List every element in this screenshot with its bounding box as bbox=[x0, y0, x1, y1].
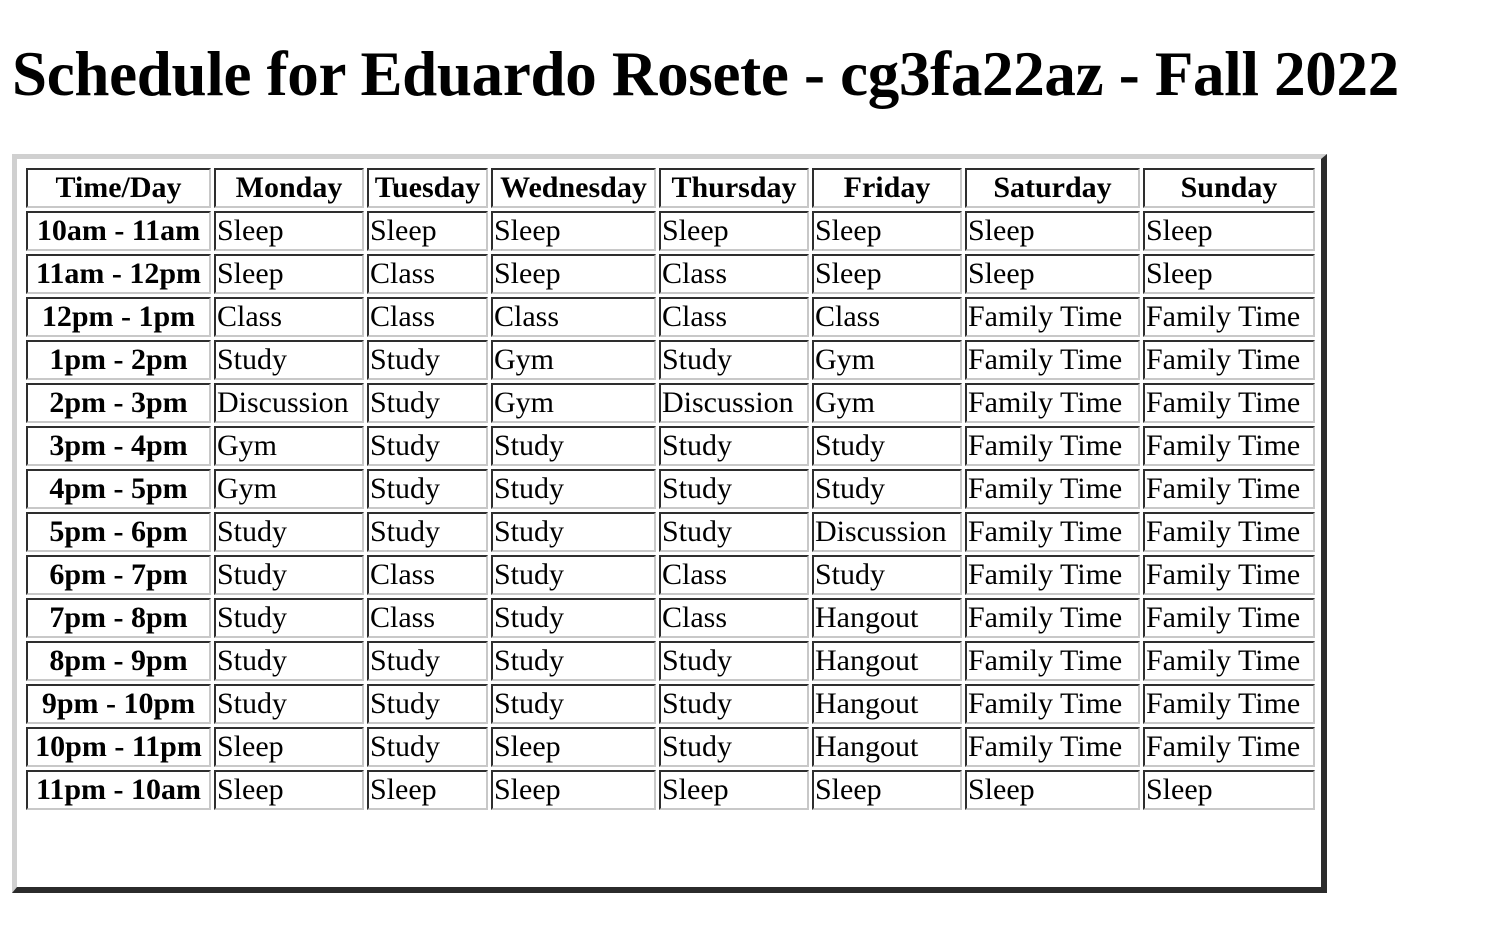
schedule-cell: Discussion bbox=[214, 383, 364, 423]
schedule-cell: Study bbox=[491, 684, 656, 724]
schedule-cell: Family Time bbox=[1143, 469, 1315, 509]
schedule-cell: Study bbox=[367, 684, 488, 724]
schedule-cell: Class bbox=[214, 297, 364, 337]
schedule-cell: Class bbox=[367, 297, 488, 337]
schedule-cell: Study bbox=[214, 598, 364, 638]
time-slot-label: 9pm - 10pm bbox=[26, 684, 211, 724]
table-row bbox=[26, 598, 1315, 638]
schedule-cell: Sleep bbox=[367, 211, 488, 251]
schedule-cell: Sleep bbox=[812, 211, 962, 251]
time-slot-label: 11am - 12pm bbox=[26, 254, 211, 294]
schedule-table bbox=[23, 165, 1318, 813]
time-slot-label: 5pm - 6pm bbox=[26, 512, 211, 552]
schedule-cell: Sleep bbox=[965, 254, 1140, 294]
schedule-cell: Sleep bbox=[659, 211, 809, 251]
schedule-cell: Sleep bbox=[1143, 770, 1315, 810]
table-row bbox=[26, 641, 1315, 681]
schedule-cell: Family Time bbox=[1143, 383, 1315, 423]
schedule-cell: Gym bbox=[491, 340, 656, 380]
schedule-cell: Class bbox=[367, 254, 488, 294]
schedule-cell: Study bbox=[491, 641, 656, 681]
schedule-cell: Sleep bbox=[491, 211, 656, 251]
schedule-cell: Family Time bbox=[965, 727, 1140, 767]
schedule-cell: Study bbox=[659, 469, 809, 509]
table-row bbox=[26, 297, 1315, 337]
schedule-cell: Study bbox=[214, 512, 364, 552]
schedule-cell: Study bbox=[214, 555, 364, 595]
schedule-cell: Gym bbox=[214, 426, 364, 466]
schedule-cell: Sleep bbox=[812, 770, 962, 810]
schedule-cell: Family Time bbox=[965, 469, 1140, 509]
time-slot-label: 3pm - 4pm bbox=[26, 426, 211, 466]
schedule-cell: Family Time bbox=[1143, 512, 1315, 552]
schedule-cell: Study bbox=[659, 641, 809, 681]
table-row bbox=[26, 684, 1315, 724]
schedule-cell: Sleep bbox=[214, 770, 364, 810]
schedule-cell: Sleep bbox=[659, 770, 809, 810]
time-slot-label: 1pm - 2pm bbox=[26, 340, 211, 380]
schedule-cell: Sleep bbox=[491, 727, 656, 767]
schedule-cell: Sleep bbox=[214, 254, 364, 294]
schedule-cell: Sleep bbox=[1143, 211, 1315, 251]
schedule-cell: Class bbox=[812, 297, 962, 337]
schedule-cell: Study bbox=[659, 340, 809, 380]
schedule-cell: Study bbox=[367, 512, 488, 552]
schedule-cell: Sleep bbox=[965, 211, 1140, 251]
time-slot-label: 12pm - 1pm bbox=[26, 297, 211, 337]
schedule-cell: Family Time bbox=[965, 641, 1140, 681]
schedule-table-frame bbox=[12, 154, 1327, 893]
schedule-cell: Sleep bbox=[491, 254, 656, 294]
schedule-cell: Study bbox=[659, 426, 809, 466]
schedule-cell: Class bbox=[491, 297, 656, 337]
table-row bbox=[26, 383, 1315, 423]
schedule-cell: Gym bbox=[812, 383, 962, 423]
schedule-cell: Class bbox=[367, 555, 488, 595]
table-row bbox=[26, 770, 1315, 810]
schedule-cell: Study bbox=[491, 555, 656, 595]
schedule-cell: Study bbox=[659, 727, 809, 767]
table-row bbox=[26, 426, 1315, 466]
schedule-cell: Study bbox=[367, 426, 488, 466]
schedule-cell: Family Time bbox=[965, 598, 1140, 638]
schedule-cell: Sleep bbox=[491, 770, 656, 810]
schedule-cell: Family Time bbox=[1143, 297, 1315, 337]
table-row bbox=[26, 340, 1315, 380]
table-row bbox=[26, 211, 1315, 251]
schedule-cell: Class bbox=[659, 555, 809, 595]
schedule-cell: Sleep bbox=[812, 254, 962, 294]
schedule-cell: Family Time bbox=[965, 512, 1140, 552]
time-slot-label: 10pm - 11pm bbox=[26, 727, 211, 767]
column-header-saturday: Saturday bbox=[965, 168, 1140, 208]
schedule-cell: Sleep bbox=[367, 770, 488, 810]
schedule-cell: Class bbox=[659, 254, 809, 294]
time-slot-label: 2pm - 3pm bbox=[26, 383, 211, 423]
schedule-cell: Hangout bbox=[812, 641, 962, 681]
schedule-cell: Study bbox=[214, 684, 364, 724]
schedule-cell: Study bbox=[367, 727, 488, 767]
table-row bbox=[26, 254, 1315, 294]
schedule-cell: Discussion bbox=[659, 383, 809, 423]
schedule-cell: Study bbox=[491, 469, 656, 509]
time-slot-label: 11pm - 10am bbox=[26, 770, 211, 810]
schedule-cell: Gym bbox=[214, 469, 364, 509]
table-header-row bbox=[26, 168, 1315, 208]
schedule-cell: Study bbox=[214, 641, 364, 681]
schedule-cell: Hangout bbox=[812, 727, 962, 767]
schedule-cell: Class bbox=[659, 297, 809, 337]
schedule-cell: Family Time bbox=[965, 383, 1140, 423]
column-header-thursday: Thursday bbox=[659, 168, 809, 208]
schedule-cell: Family Time bbox=[965, 297, 1140, 337]
time-slot-label: 6pm - 7pm bbox=[26, 555, 211, 595]
schedule-cell: Class bbox=[367, 598, 488, 638]
schedule-cell: Discussion bbox=[812, 512, 962, 552]
schedule-cell: Family Time bbox=[965, 340, 1140, 380]
schedule-cell: Sleep bbox=[965, 770, 1140, 810]
table-row bbox=[26, 512, 1315, 552]
schedule-cell: Family Time bbox=[1143, 641, 1315, 681]
schedule-cell: Family Time bbox=[1143, 598, 1315, 638]
schedule-cell: Study bbox=[491, 426, 656, 466]
time-slot-label: 4pm - 5pm bbox=[26, 469, 211, 509]
schedule-cell: Gym bbox=[812, 340, 962, 380]
schedule-cell: Family Time bbox=[1143, 727, 1315, 767]
column-header-tuesday: Tuesday bbox=[367, 168, 488, 208]
schedule-cell: Study bbox=[812, 555, 962, 595]
column-header-wednesday: Wednesday bbox=[491, 168, 656, 208]
schedule-cell: Class bbox=[659, 598, 809, 638]
schedule-cell: Study bbox=[367, 383, 488, 423]
time-slot-label: 7pm - 8pm bbox=[26, 598, 211, 638]
schedule-cell: Study bbox=[367, 641, 488, 681]
column-header-friday: Friday bbox=[812, 168, 962, 208]
column-header-monday: Monday bbox=[214, 168, 364, 208]
table-row bbox=[26, 727, 1315, 767]
column-header-sunday: Sunday bbox=[1143, 168, 1315, 208]
schedule-cell: Hangout bbox=[812, 684, 962, 724]
schedule-cell: Family Time bbox=[965, 555, 1140, 595]
schedule-cell: Sleep bbox=[214, 727, 364, 767]
schedule-cell: Study bbox=[367, 469, 488, 509]
schedule-cell: Study bbox=[659, 684, 809, 724]
schedule-cell: Study bbox=[214, 340, 364, 380]
schedule-cell: Hangout bbox=[812, 598, 962, 638]
page-title: Schedule for Eduardo Rosete - cg3fa22az - Fall 2022 bbox=[12, 39, 1399, 109]
schedule-cell: Family Time bbox=[1143, 340, 1315, 380]
schedule-cell: Sleep bbox=[214, 211, 364, 251]
schedule-cell: Study bbox=[812, 426, 962, 466]
schedule-cell: Study bbox=[491, 512, 656, 552]
schedule-cell: Family Time bbox=[1143, 555, 1315, 595]
table-body bbox=[26, 211, 1315, 810]
schedule-cell: Study bbox=[367, 340, 488, 380]
table-row bbox=[26, 469, 1315, 509]
schedule-cell: Study bbox=[491, 598, 656, 638]
schedule-cell: Study bbox=[659, 512, 809, 552]
schedule-cell: Family Time bbox=[965, 684, 1140, 724]
schedule-cell: Sleep bbox=[1143, 254, 1315, 294]
schedule-cell: Study bbox=[812, 469, 962, 509]
schedule-cell: Family Time bbox=[965, 426, 1140, 466]
column-header-time-day: Time/Day bbox=[26, 168, 211, 208]
schedule-cell: Family Time bbox=[1143, 426, 1315, 466]
time-slot-label: 10am - 11am bbox=[26, 211, 211, 251]
time-slot-label: 8pm - 9pm bbox=[26, 641, 211, 681]
schedule-cell: Family Time bbox=[1143, 684, 1315, 724]
schedule-cell: Gym bbox=[491, 383, 656, 423]
table-row bbox=[26, 555, 1315, 595]
